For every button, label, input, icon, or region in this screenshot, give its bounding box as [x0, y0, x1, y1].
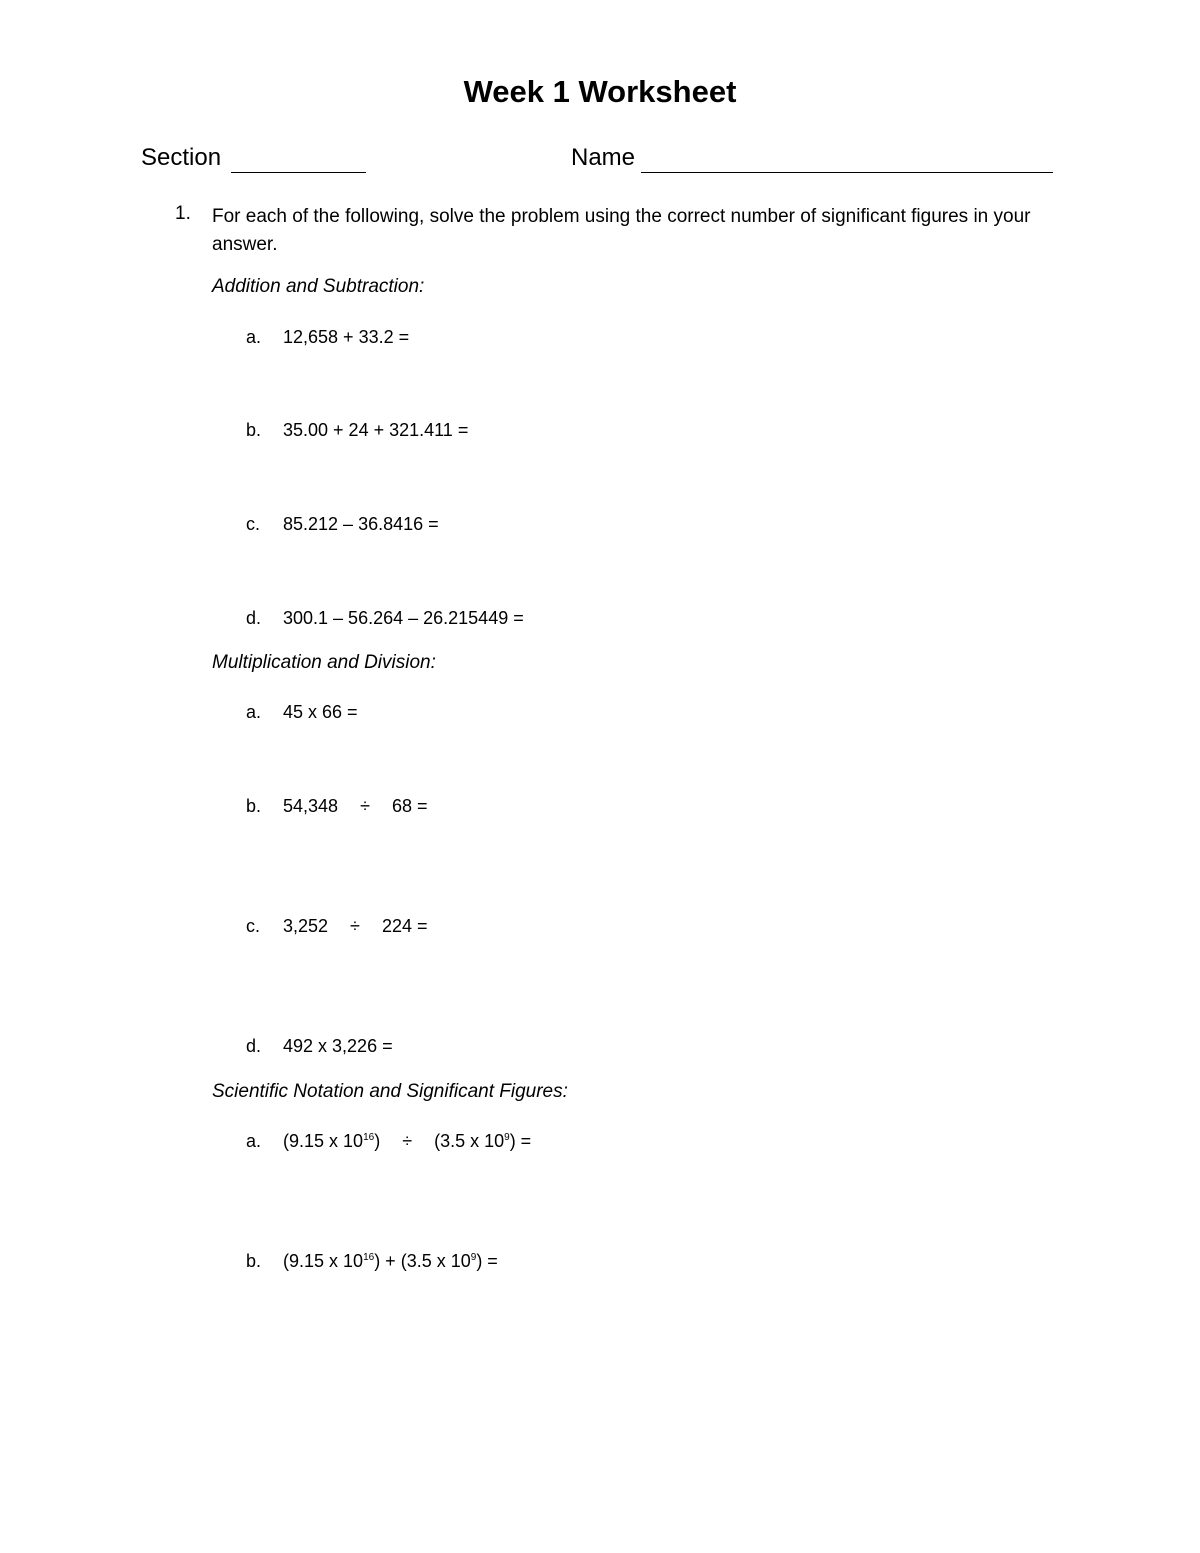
- item-label: c.: [246, 514, 261, 534]
- exponent: 16: [363, 1252, 375, 1263]
- group-heading-multiplication-division: Multiplication and Division:: [212, 652, 436, 673]
- dividend: 54,348: [283, 796, 339, 816]
- expr-part: ) + (3.5 x 10: [374, 1251, 471, 1271]
- item-label: a.: [246, 327, 262, 347]
- item-expression: [283, 916, 427, 937]
- name-blank[interactable]: [641, 172, 1053, 173]
- section-label: Section: [141, 144, 222, 171]
- divisor: 224 =: [381, 916, 428, 936]
- exponent: 9: [504, 1132, 510, 1143]
- item-expression: [283, 796, 428, 817]
- item-label: b.: [246, 796, 262, 816]
- group-heading-addition-subtraction: Addition and Subtraction:: [212, 276, 425, 297]
- item-expression: 45 x 66 =: [283, 702, 358, 722]
- item-label: d.: [246, 608, 262, 628]
- section-blank[interactable]: [231, 172, 366, 173]
- page-title: Week 1 Worksheet: [463, 74, 737, 109]
- question-text: For each of the following, solve the problem using the correct number of significant figures in your answer.: [212, 206, 1031, 255]
- item-label: a.: [246, 702, 262, 722]
- item-label: a.: [246, 1131, 262, 1151]
- expr-part: ): [374, 1131, 381, 1151]
- expr-part: (9.15 x 10: [283, 1131, 364, 1151]
- item-label: d.: [246, 1036, 262, 1056]
- question-number: 1.: [175, 203, 191, 224]
- group-heading-scientific-notation: Scientific Notation and Significant Figures:: [212, 1081, 568, 1102]
- item-expression: 85.212 – 36.8416 =: [283, 514, 439, 534]
- item-label: c.: [246, 916, 261, 936]
- item-expression: [283, 1131, 531, 1152]
- divisor: 68 =: [391, 796, 428, 816]
- expr-part: (9.15 x 10: [283, 1251, 364, 1271]
- expr-part: (3.5 x 10: [434, 1131, 505, 1151]
- item-expression: [283, 1251, 498, 1272]
- item-expression: 35.00 + 24 + 321.411 =: [283, 420, 469, 440]
- exponent: 9: [470, 1252, 477, 1263]
- divide-sign: ÷: [360, 796, 370, 816]
- item-label: b.: [246, 420, 262, 440]
- name-label: Name: [571, 144, 636, 171]
- divide-sign: ÷: [350, 916, 360, 936]
- item-label: b.: [246, 1251, 262, 1271]
- item-expression: 12,658 + 33.2 =: [283, 327, 410, 347]
- expr-part: ) =: [476, 1251, 498, 1271]
- exponent: 16: [363, 1132, 375, 1143]
- dividend: 3,252: [283, 916, 329, 936]
- item-expression: 300.1 – 56.264 – 26.215449 =: [283, 608, 524, 628]
- item-expression: 492 x 3,226 =: [283, 1036, 393, 1056]
- divide-sign: ÷: [402, 1131, 413, 1151]
- expr-part: ) =: [509, 1131, 532, 1151]
